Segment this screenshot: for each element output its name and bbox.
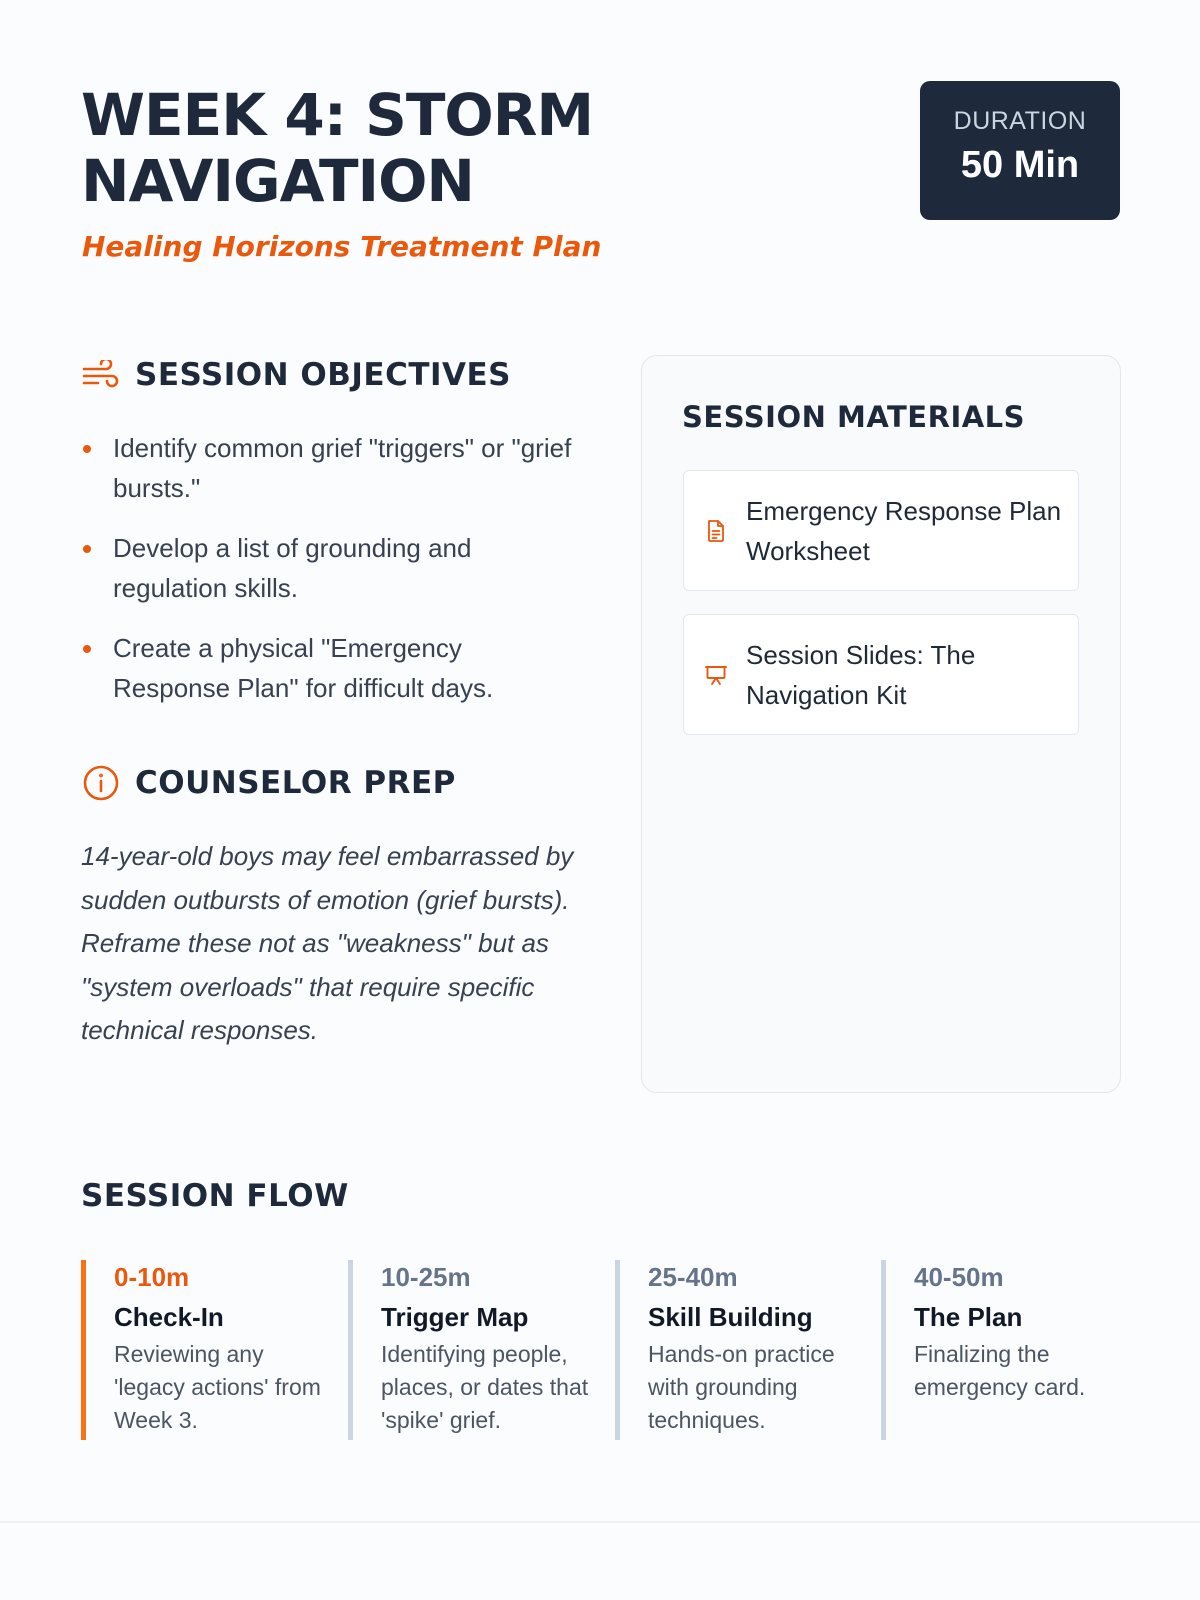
objective-text: Identify common grief "triggers" or "grief bursts."	[113, 433, 572, 503]
flow-step-description: Finalizing the emergency card.	[914, 1341, 1086, 1400]
bullet-dot	[83, 445, 91, 453]
counselor-prep-heading	[81, 763, 456, 803]
flow-step-description: Identifying people, places, or dates that 'spike' grief.	[381, 1341, 589, 1433]
page-title: WEEK 4: STORM NAVIGATION	[81, 81, 594, 215]
list-item	[81, 628, 581, 708]
duration-badge	[920, 81, 1120, 220]
flow-step-time: 40-50m	[914, 1262, 1004, 1292]
list-item	[81, 428, 581, 508]
objectives-list	[81, 428, 581, 728]
info-circle-icon	[81, 763, 121, 803]
counselor-prep-heading-label: COUNSELOR PREP	[135, 765, 456, 801]
counselor-prep-text: 14-year-old boys may feel embarrassed by sudden outbursts of emotion (grief bursts). Reframe these not as "weakness" but as "system overloads" that require specific technical responses.	[81, 841, 574, 1045]
objectives-heading	[81, 355, 511, 395]
wind-icon	[81, 355, 121, 395]
presentation-icon	[704, 663, 728, 687]
list-item	[81, 528, 581, 608]
flow-step-title: Trigger Map	[381, 1302, 529, 1332]
flow-step-description: Reviewing any 'legacy actions' from Week 3.	[114, 1341, 321, 1433]
material-card-slides[interactable]	[683, 614, 1079, 735]
document-icon	[704, 519, 728, 543]
bullet-dot	[83, 545, 91, 553]
flow-step-title: Check-In	[114, 1302, 224, 1332]
flow-step-time: 25-40m	[648, 1262, 738, 1292]
flow-step-trigger-map	[348, 1260, 593, 1440]
flow-step-time: 0-10m	[114, 1262, 190, 1292]
page-subtitle: Healing Horizons Treatment Plan	[82, 230, 602, 263]
objective-text: Create a physical "Emergency Response Plan" for difficult days.	[113, 633, 494, 703]
flow-step-check-in	[81, 1260, 326, 1440]
flow-step-time: 10-25m	[381, 1262, 471, 1292]
material-card-worksheet[interactable]	[683, 470, 1079, 591]
duration-value: 50 Min	[960, 144, 1080, 186]
materials-heading: SESSION MATERIALS	[682, 400, 1026, 434]
session-flow-heading: SESSION FLOW	[81, 1178, 349, 1214]
flow-step-description: Hands-on practice with grounding techniques.	[648, 1341, 835, 1433]
bullet-dot	[83, 645, 91, 653]
flow-step-title: The Plan	[914, 1302, 1023, 1332]
flow-step-skill-building	[615, 1260, 860, 1440]
flow-step-the-plan	[881, 1260, 1126, 1440]
flow-step-title: Skill Building	[648, 1302, 813, 1332]
objectives-heading-label: SESSION OBJECTIVES	[135, 357, 512, 393]
footer-divider	[0, 1521, 1200, 1523]
duration-label: DURATION	[953, 107, 1087, 135]
material-label: Session Slides: The Navigation Kit	[746, 639, 976, 710]
objective-text: Develop a list of grounding and regulation skills.	[113, 533, 472, 603]
materials-panel	[641, 355, 1121, 1093]
material-label: Emergency Response Plan Worksheet	[746, 495, 1062, 566]
session-flow-timeline	[81, 1260, 1121, 1440]
